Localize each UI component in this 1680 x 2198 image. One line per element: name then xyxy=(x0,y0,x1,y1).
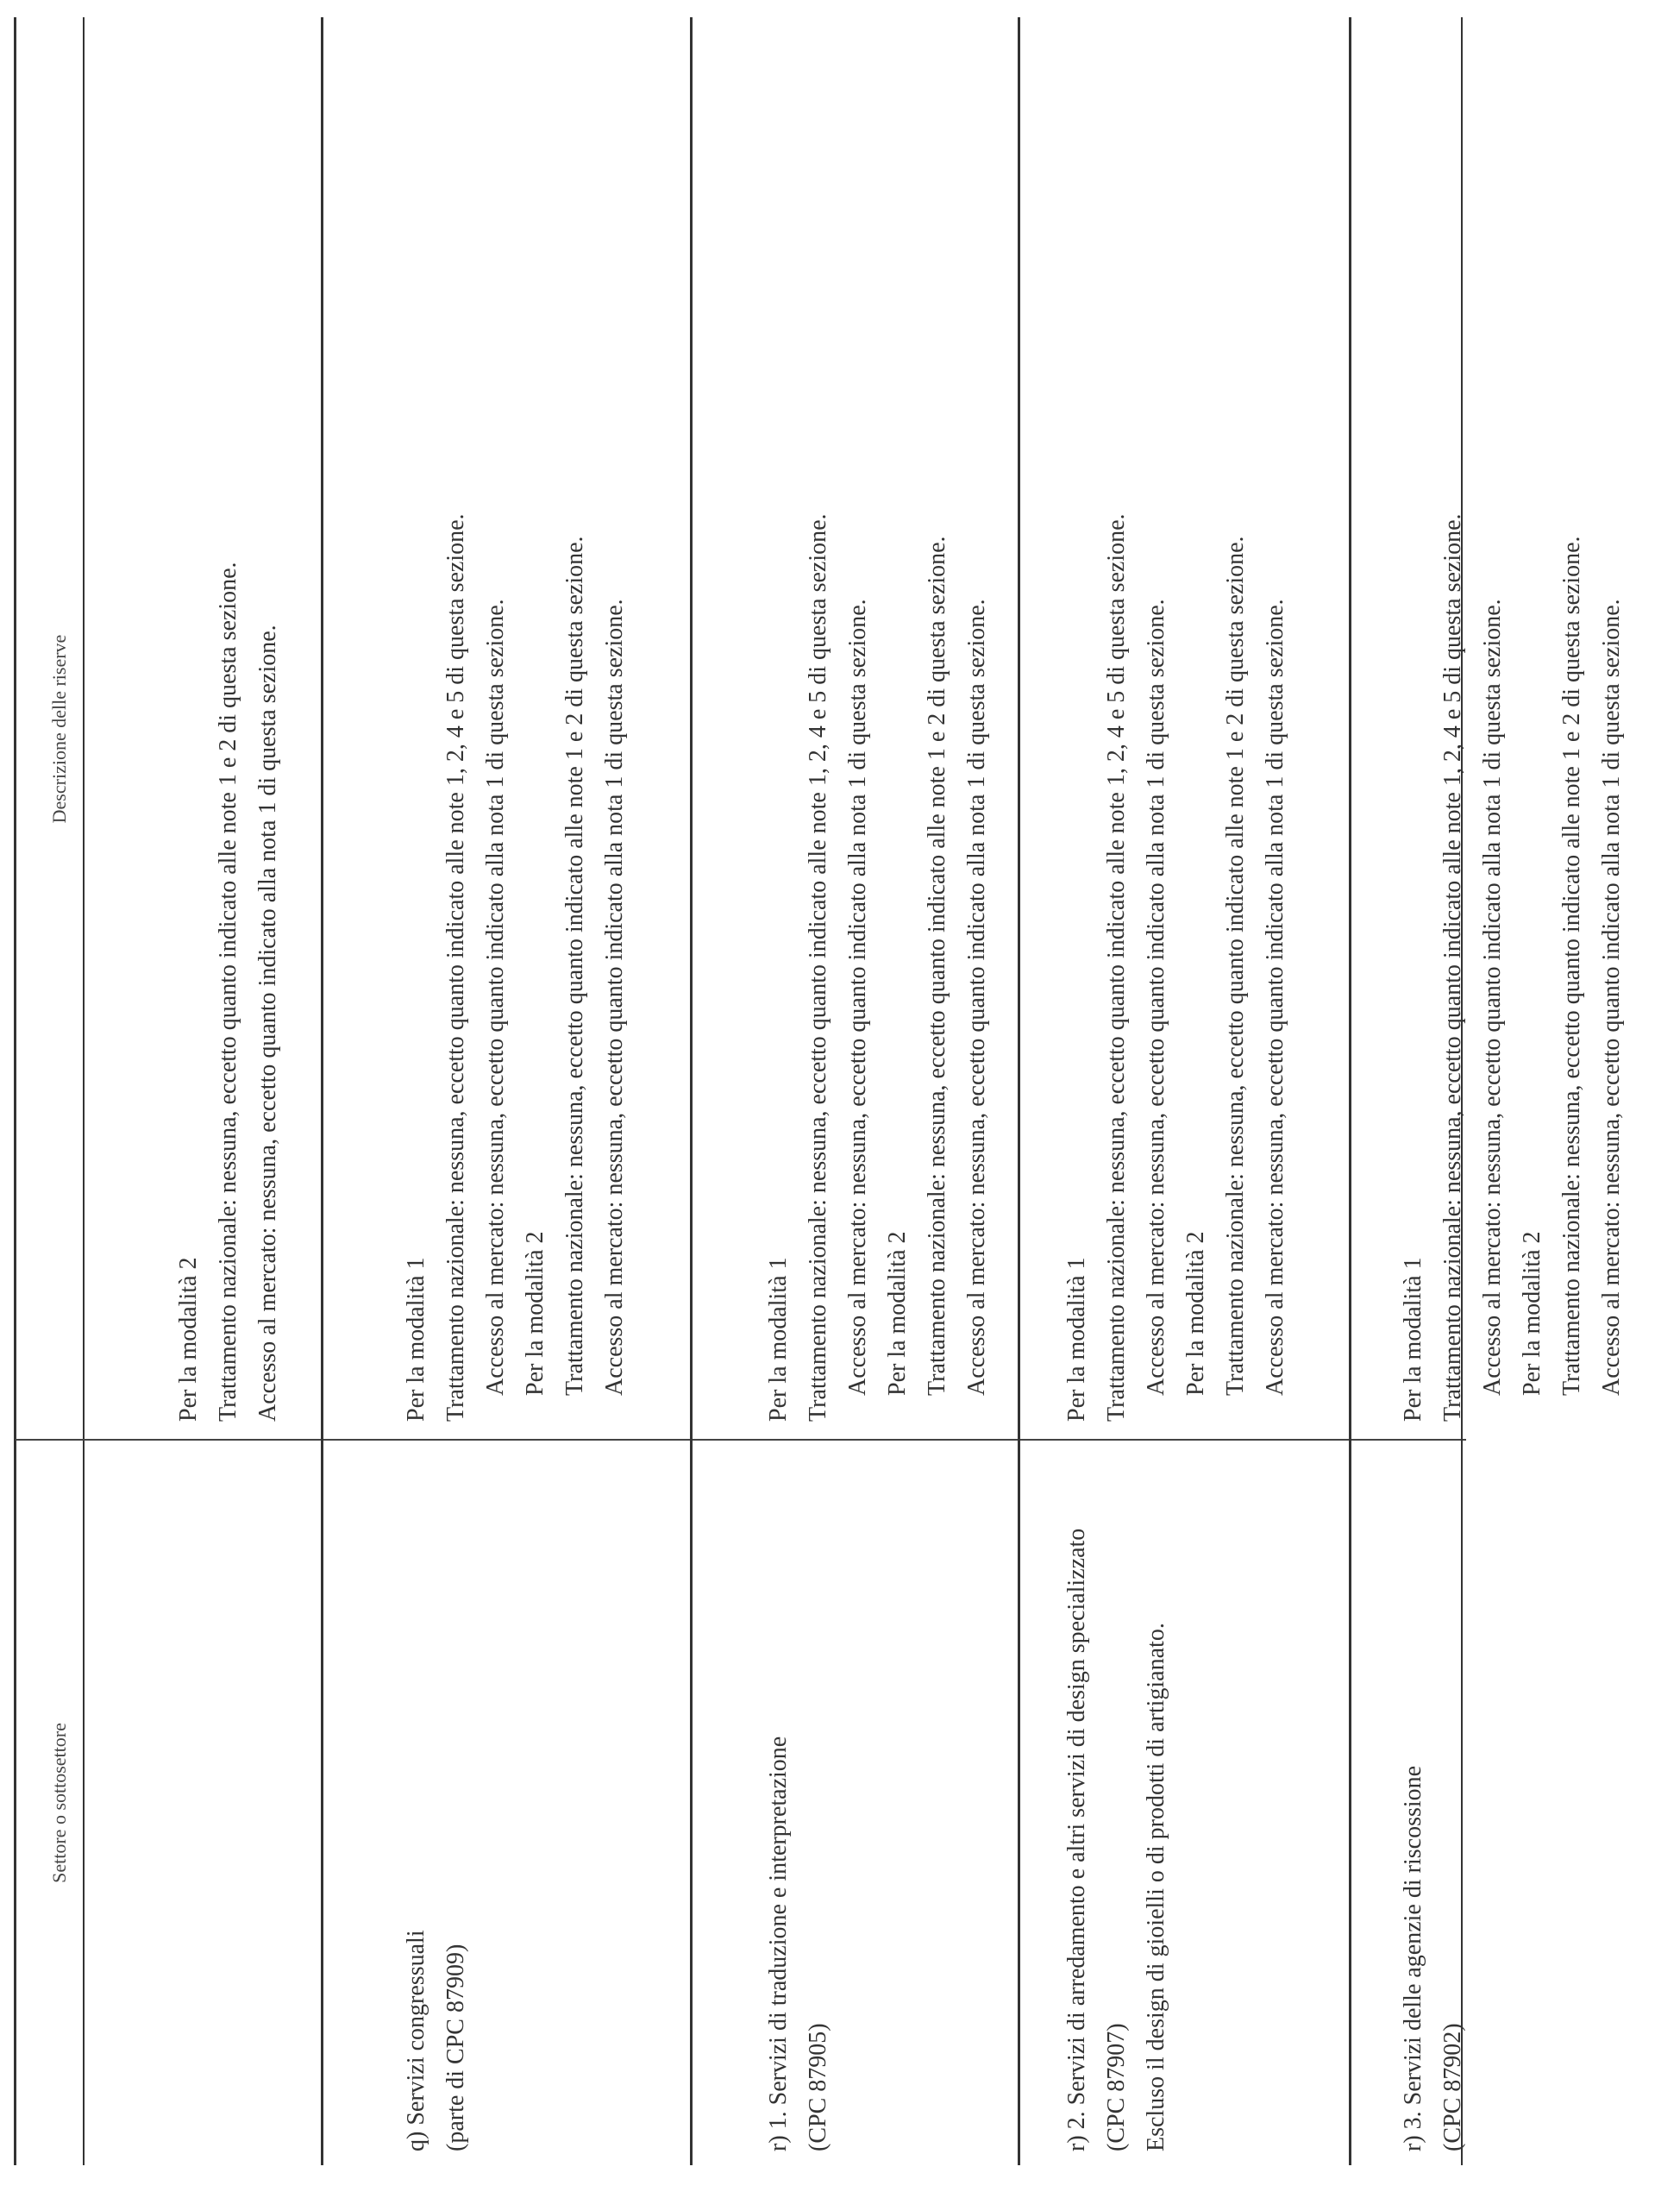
sector-title: r) 2. Servizi di arredamento e altri servizi di design specializzato xyxy=(1063,1528,1090,2151)
row-rule xyxy=(321,17,323,2165)
description-cell xyxy=(759,24,997,1422)
mode-heading: Per la modalità 2 xyxy=(884,1231,911,1396)
row-rule xyxy=(690,17,693,2165)
sector-exclusion-note: Escluso il design di gioielli o di prodotti di artigianato. xyxy=(1143,1623,1169,2151)
national-treatment-line: Trattamento nazionale: nessuna, eccetto quanto indicato alle note 1 e 2 di questa sezione. xyxy=(561,536,588,1396)
table-row xyxy=(324,17,690,2165)
sector-title: q) Servizi congressuali xyxy=(403,1930,429,2151)
sector-cpc-code: (parte di CPC 87909) xyxy=(442,1944,469,2151)
sector-cpc-code: (CPC 87905) xyxy=(805,2023,831,2151)
market-access-line: Accesso al mercato: nessuna, eccetto quanto indicato alla nota 1 di questa sezione. xyxy=(1143,599,1169,1396)
national-treatment-line: Trattamento nazionale: nessuna, eccetto quanto indicato alle note 1 e 2 di questa sezione. xyxy=(1558,536,1585,1396)
mode-heading: Per la modalità 2 xyxy=(1182,1231,1209,1396)
market-access-line: Accesso al mercato: nessuna, eccetto quanto indicato alla nota 1 di questa sezione. xyxy=(1479,599,1506,1396)
description-cell xyxy=(1394,24,1632,1422)
description-cell xyxy=(1057,24,1295,1422)
table-header xyxy=(14,17,83,2165)
sector-cpc-code: (CPC 87907) xyxy=(1103,2023,1130,2151)
sector-title: r) 3. Servizi delle agenzie di riscossione xyxy=(1400,1765,1426,2151)
table-row xyxy=(1352,17,1680,2165)
national-treatment-line: Trattamento nazionale: nessuna, eccetto quanto indicato alle note 1 e 2 di questa sezione. xyxy=(1222,536,1249,1396)
column-header-sector: Settore o sottosettore xyxy=(48,1723,70,1883)
sector-cell xyxy=(1057,1444,1176,2151)
sector-title: r) 1. Servizi di traduzione e interpretazione xyxy=(765,1736,792,2151)
national-treatment-line: Trattamento nazionale: nessuna, eccetto quanto indicato alle note 1 e 2 di questa sezione. xyxy=(924,536,950,1396)
mode-heading: Per la modalità 2 xyxy=(1519,1231,1545,1396)
row-rule xyxy=(1018,17,1020,2165)
table-row xyxy=(1021,17,1349,2165)
market-access-line: Accesso al mercato: nessuna, eccetto quanto indicato alla nota 1 di questa sezione. xyxy=(844,599,871,1396)
row-rule xyxy=(1349,17,1351,2165)
table-row xyxy=(693,17,1018,2165)
mode-heading: Per la modalità 1 xyxy=(1063,1257,1090,1422)
national-treatment-line: Trattamento nazionale: nessuna, eccetto quanto indicato alle note 1 e 2 di questa sezione. xyxy=(215,562,241,1422)
header-rule xyxy=(83,17,85,2165)
mode-heading: Per la modalità 1 xyxy=(765,1257,792,1422)
market-access-line: Accesso al mercato: nessuna, eccetto quanto indicato alla nota 1 di questa sezione. xyxy=(601,599,628,1396)
mode-heading: Per la modalità 1 xyxy=(1400,1257,1426,1422)
table-top-rule xyxy=(14,17,16,2165)
description-cell xyxy=(169,24,288,1422)
market-access-line: Accesso al mercato: nessuna, eccetto quanto indicato alla nota 1 di questa sezione. xyxy=(1598,599,1625,1396)
sector-cell xyxy=(397,1444,476,2151)
market-access-line: Accesso al mercato: nessuna, eccetto quanto indicato alla nota 1 di questa sezione. xyxy=(254,625,281,1422)
national-treatment-line: Trattamento nazionale: nessuna, eccetto quanto indicato alle note 1, 2, 4 e 5 di questa sezione. xyxy=(805,513,831,1422)
national-treatment-line: Trattamento nazionale: nessuna, eccetto quanto indicato alle note 1, 2, 4 e 5 di questa sezione. xyxy=(442,513,469,1422)
mode-heading: Per la modalità 2 xyxy=(522,1231,549,1396)
table-bottom-rule xyxy=(1461,17,1463,2165)
column-header-description: Descrizione delle riserve xyxy=(48,634,70,824)
national-treatment-line: Trattamento nazionale: nessuna, eccetto quanto indicato alle note 1, 2, 4 e 5 di questa sezione. xyxy=(1439,513,1466,1422)
mode-heading: Per la modalità 2 xyxy=(175,1257,202,1422)
market-access-line: Accesso al mercato: nessuna, eccetto quanto indicato alla nota 1 di questa sezione. xyxy=(482,599,509,1396)
sector-cell xyxy=(759,1444,838,2151)
description-cell xyxy=(397,24,635,1422)
market-access-line: Accesso al mercato: nessuna, eccetto quanto indicato alla nota 1 di questa sezione. xyxy=(963,599,990,1396)
mode-heading: Per la modalità 1 xyxy=(403,1257,429,1422)
table-row xyxy=(86,17,321,2165)
national-treatment-line: Trattamento nazionale: nessuna, eccetto quanto indicato alle note 1, 2, 4 e 5 di questa sezione. xyxy=(1103,513,1130,1422)
sector-cpc-code: (CPC 87902) xyxy=(1439,2023,1466,2151)
market-access-line: Accesso al mercato: nessuna, eccetto quanto indicato alla nota 1 di questa sezione. xyxy=(1262,599,1288,1396)
